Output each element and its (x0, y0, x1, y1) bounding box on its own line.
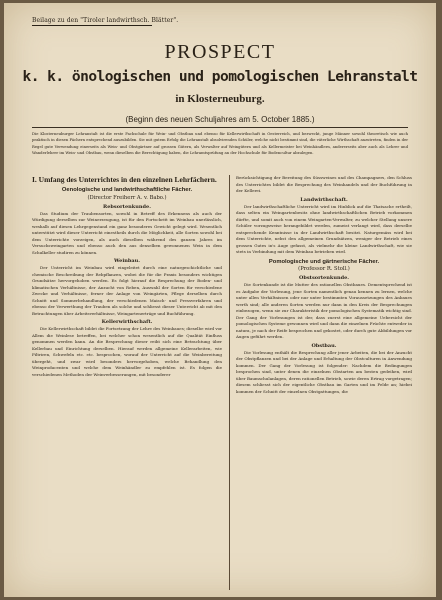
subject-group-heading: Oenologische und landwirthschaftliche Fächer. (61, 187, 193, 193)
director-line: (Director Freiherr A. v. Babo.) (87, 194, 167, 201)
topic-heading: Landwirthschaft. (300, 196, 348, 203)
left-column (32, 175, 222, 378)
header-divider (32, 127, 408, 128)
topic-paragraph: Der Unterricht im Weinbau wird eingeleitet durch eine naturgeschichtliche und chemische Beschreibung der Rebpflanzen, wobei die für die Praxis besonders wichtigen Grundsätze hervorgehoben werden. Es folgt hierauf die Besprechung der Boden- und klimatischen Verhältnisse, der Anzucht von Reben, Auswahl der Sorten für verschiedene Zwecke und Verhältnisse, ferner der Anlage von Weingärten, Pflege derselben durch Schnitt und Sommerbehandlung, der verschiedenen Maisch- und Pressverfahren und ebenso der Verwerthung der Trauben als solche und schliesst dieser Unterricht ab mit den Betrachtungen über Arbeitsverhältnisse, Weingartenerträge und Buchführung. (32, 265, 222, 316)
topic-paragraph: Das Studium der Traubensorten, sowohl in Betreff des Erkennens als auch der Würdigung derselben zur Weinerzeugung, ist für den Fortschritt im Weinbau unerlässlich, weshalb auf diesen Lehrgegenstand ein ganz besonderes Gewicht gelegt wird. Wesentlich unterstützt wird dieser Unterricht einestheils durch die Möglichkeit, alle Sorten sowohl bei dem Unterrichte vorzeigen, als auch dieselben während des ganzen Jahres im Versuchsweingarten und ebenso auch den aus denselben gewonnenen Wein in dem Schulkeller studiren zu können. (32, 210, 222, 255)
school-year-start: (Beginn des neuen Schuljahres am 5. October 1885.) (125, 115, 315, 124)
column-divider (229, 175, 230, 590)
document-page (4, 3, 436, 597)
section-heading: I. Umfang des Unterrichtes in den einzelnen Lehrfächern. (32, 175, 217, 184)
topic-heading: Obstbau. (311, 342, 337, 349)
topic-heading: Obstsortenkunde. (298, 275, 350, 281)
prospect-title: PROSPECT (164, 41, 276, 63)
subject-group-heading: Pomologische und gärtnerische Fächer. (268, 258, 380, 265)
topic-paragraph: Die Vorlesung enthält die Besprechung aller jener Arbeiten, die bei der Anzucht der Obstpflanzen und bei der Anlage und Erhaltung der Obstculturen in Anwendung kommen. Der Gang der Vorlesung ist folgender: Nachdem die Bedingungen besprochen sind, unter denen die einzelnen Obstarten am besten gedeihen, wird über Baumschulanlagen, deren rationellen Betrieb, sowie deren Ertrag vorgetragen; diesem schliesst sich der eigentliche Obstbau im Garten und im Felde an; hiebei kommen der Schnitt der einzelnen Obstgattungen, die (236, 349, 412, 394)
topic-heading: Kellerwirthschaft. (101, 319, 153, 325)
topic-paragraph: Die Sortenkunde ist die Mutter des rationellen Obstbaues. Dementsprechend ist es Aufgabe der Vorlesung, jene Sorten namentlich genau kennen zu lernen, welche unter allen Verhältnissen oder nur unter bestimmten Voraussetzungen des Anbaues werth sind; alle anderen Sorten werden nur dann in den Kreis der Besprechungen einbezogen, wenn sie zur Charakteristik der pomologischen Systematik wichtig sind. Der Gang der Vorlesungen ist der, dass zuerst eine allgemeine Uebersicht der pomologischen Systeme gewonnen wird und dann die einzelnen Früchte entweder in natura, je nach der Reife besprochen und gekostet, oder durch gute Abbildungen vor Augen geführt werden. (236, 282, 412, 339)
topic-paragraph: Der landwirthschaftliche Unterricht wird im Hinblick auf die Thatsache ertheilt, dass selten ein Weingartenbesitz ohne landwirthschaftlichen Betrieb vorkommen dürfte, und somit auch von einem Weingarten-Verwalter, zu welcher Stellung unsere Schüler vorzugsweise herangebildet werden, zumeist verlangt wird, dass derselbe entsprechende Kenntnisse in der Landwirthschaft besitzt. Naturgemäss wird bei dem Unterrichte, nebst den allgemeinen Grundsätzen, weniger der Betrieb eines grossen Gutes in's Auge gefasst, als vielmehr die kleine Landwirthschaft, wie sie stets in Verbindung mit dem Weinbau betrieben wird. (236, 203, 412, 254)
institution-title: k. k. önologischen und pomologischen Lehranstalt (22, 69, 418, 85)
topic-heading: Rebsortenkunde. (103, 203, 151, 210)
right-column (236, 175, 412, 395)
topic-heading: Weinbau. (113, 258, 141, 264)
supplement-underline (32, 25, 152, 26)
supplement-note: Beilage zu den "Tiroler landwirthsch. Blätter". (32, 17, 179, 24)
topic-paragraph: Die Kellerwirthschaft bildet die Fortsetzung der Lehre des Weinbaues; dieselbe wird vor Allem die Weinlese betreffen, bei welcher schon wesentlich auf die Qualität Einfluss genommen werden kann. An die Besprechung dieser reiht sich eine Betrachtung über Kellerbau und Einrichtung derselben. Hierauf werden allgemeine Kellerarbeiten, wie Filtriren, Schwefeln etc. etc. besprochen, worauf der Unterricht auf die Weinbereitung übergeht, und zwar wird besonders hervorgehoben, welche Behandlung den Weinproducenten und welche dem Weinhändler zu empfehlen ist. Es folgen die verschiedenen Methoden der Weinverbesserungen, mit besonderer (32, 326, 222, 377)
professor-line: (Professor R. Stoll.) (298, 266, 350, 272)
intro-paragraph: Die Klosterneuburger Lehranstalt ist die erste Fachschule für Wein- und Obstbau und ebenso für Kellerwirthschaft in Oesterreich, und bezweckt, junge Männer sowohl theoretisch wie auch praktisch in diesen Fächern entsprechend auszubilden. Sie mit gutem Erfolg die Lehranstalt absolvirenden Schüler, welche nicht bestimmt sind, die väterliche Wirthschaft anzutreten, finden in der Regel gute Verwendung einerseits als Wein- und Obstgärtner auf grossen Gütern, als Verwalter auf Weingütern und als Kellermeister bei Weinhändlern, andererseits aber auch als Lehrer und Wanderlehrer im Wein- und Obstbau, wenn dieselben die Berechtigung haben, die Lehramtsprüfung an der Hochschule für Bodencultur abzulegen. (32, 132, 408, 155)
location-line: in Klosterneuburg. (175, 93, 265, 105)
continued-paragraph: Berücksichtigung der Bereitung des Süssweines und des Champagners, den Schluss des Unterrichtes bildet die Besprechung des Weinhandels und der Buchführung in der Kellerei. (236, 175, 412, 193)
